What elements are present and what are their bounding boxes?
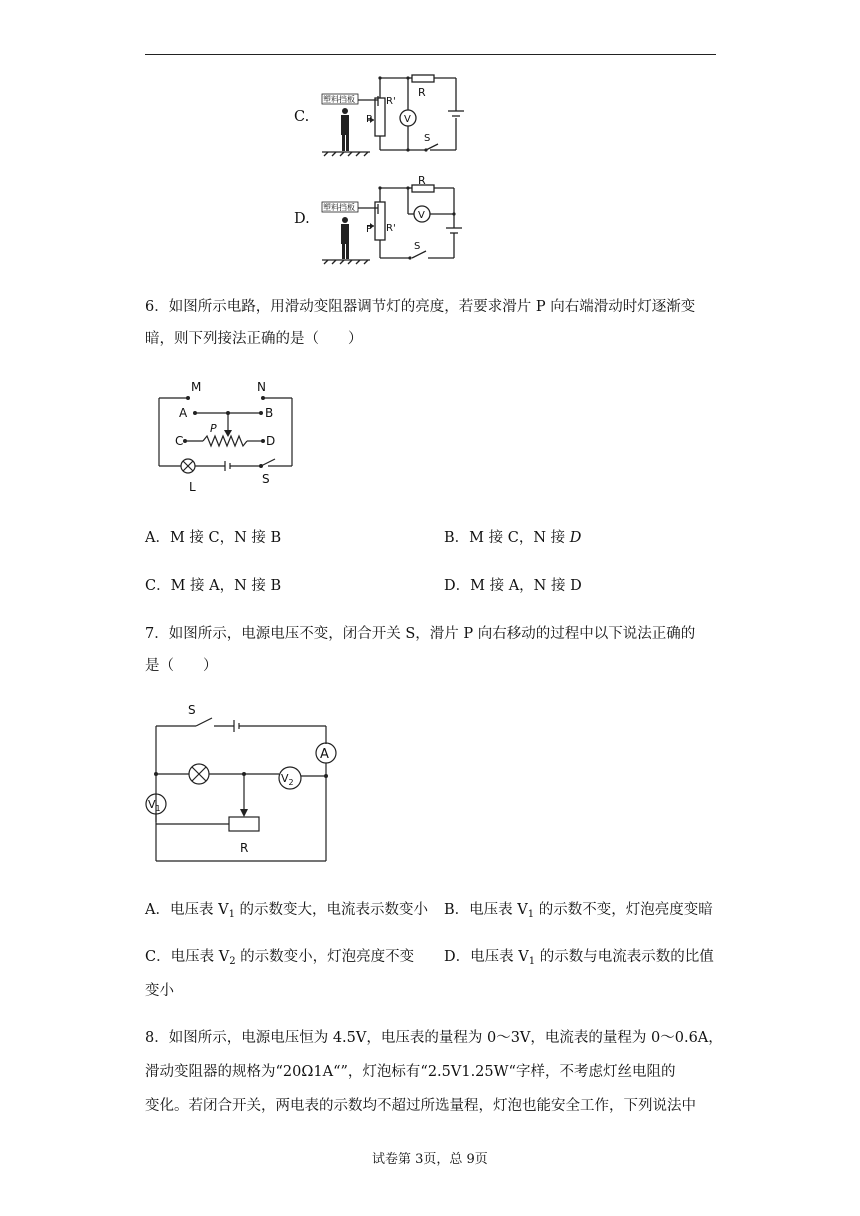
circuit-diagram-q7	[140, 700, 345, 866]
q6-label-b: B	[265, 406, 274, 420]
diagram-d-r-label: R	[418, 176, 426, 187]
circuit-diagram-c	[318, 74, 464, 158]
q7-label-v2: $V_2$	[281, 772, 294, 787]
diagram-c-rprime-label: R'	[386, 96, 396, 107]
q6-label-d: D	[266, 434, 276, 448]
diagram-d-v-label: V	[418, 210, 425, 221]
diagram-c-sign-label: 塑料挡板	[323, 95, 355, 104]
q7-option-a: A．电压表 $V_1$ 的示数变大，电流表示数变小	[145, 902, 429, 920]
diagram-c-s-label: S	[424, 133, 431, 144]
q6-option-a: A．M 接 C，N 接 B	[145, 530, 282, 546]
q7-stem-line1: 7．如图所示，电源电压不变，闭合开关 S，滑片 P 向右移动的过程中以下说法正确的	[145, 626, 696, 642]
circuit-diagram-d	[318, 176, 464, 266]
q8-stem-line3: 变化。若闭合开关，两电表的示数均不超过所选量程，灯泡也能安全工作，下列说法中	[145, 1098, 696, 1114]
q6-label-a: A	[179, 406, 188, 420]
q7-option-d-continued: 变小	[145, 983, 174, 999]
diagram-d-rprime-label: R'	[386, 223, 396, 234]
q6-label-m: M	[191, 380, 202, 394]
q6-stem-line2: 暗，则下列接法正确的是（ ）	[145, 331, 363, 347]
diagram-c-r-label: R	[418, 86, 426, 99]
option-c-label: C.	[294, 109, 310, 125]
q6-label-n: N	[257, 380, 266, 394]
q7-label-s: S	[188, 703, 196, 717]
page-footer: 试卷第 3页，总 9页	[372, 1152, 488, 1167]
q6-option-d: D．M 接 A，N 接 D	[444, 578, 582, 594]
diagram-d-p-label: P	[366, 224, 373, 235]
option-d-label: D.	[294, 211, 310, 227]
circuit-diagram-q6	[155, 377, 300, 495]
q6-label-s: S	[262, 472, 270, 486]
diagram-c-p-label: P	[366, 114, 373, 125]
q6-label-l: L	[189, 480, 196, 494]
q7-option-b: B．电压表 $V_1$ 的示数不变，灯泡亮度变暗	[444, 902, 713, 920]
q7-label-v1: $V_1$	[148, 798, 161, 813]
header-rule	[145, 54, 716, 55]
q7-option-c: C．电压表 $V_2$ 的示数变小，灯泡亮度不变	[145, 949, 415, 967]
diagram-c-v-label: V	[404, 114, 411, 125]
q6-option-c: C．M 接 A，N 接 B	[145, 578, 282, 594]
q7-label-r: R	[240, 841, 249, 855]
q7-label-ammeter: A	[320, 747, 329, 762]
q8-stem-line1: 8．如图所示，电源电压恒为 4.5V，电压表的量程为 0～3V，电流表的量程为 0～0.6A，	[145, 1030, 723, 1046]
q7-stem-line2: 是（ ）	[145, 658, 218, 674]
q6-stem-line1: 6．如图所示电路，用滑动变阻器调节灯的亮度，若要求滑片 P 向右端滑动时灯逐渐变	[145, 299, 696, 315]
diagram-d-s-label: S	[414, 241, 421, 252]
q6-option-b: B．M 接 C，N 接 D	[444, 530, 582, 546]
q7-option-d: D．电压表 $V_1$ 的示数与电流表示数的比值	[444, 949, 714, 967]
q6-label-c: C	[175, 434, 184, 448]
q6-label-p: P	[210, 422, 217, 435]
q8-stem-line2: 滑动变阻器的规格为“20Ω1A“”，灯泡标有“2.5V1.25W“字样，不考虑灯丝电阻的	[145, 1064, 676, 1080]
diagram-d-sign-label: 塑料挡板	[323, 203, 355, 212]
